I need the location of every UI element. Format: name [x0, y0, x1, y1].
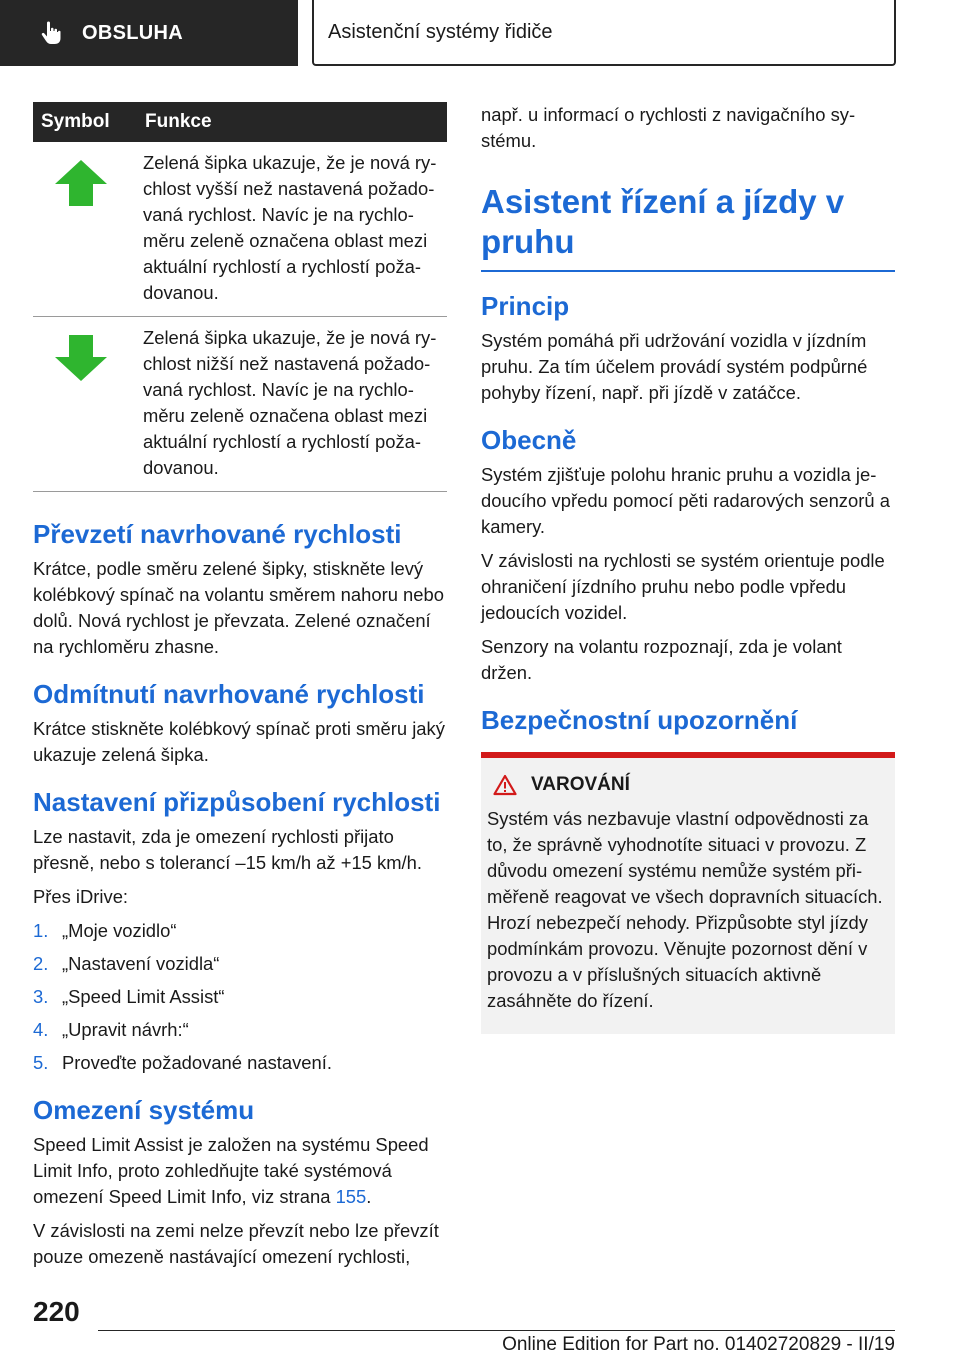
- paragraph-omezeni: [33, 1132, 447, 1210]
- warning-triangle-icon: [493, 774, 517, 796]
- list-item: [33, 918, 447, 944]
- right-column: [481, 102, 895, 1034]
- hand-pointer-icon: [40, 21, 62, 45]
- list-item: [33, 984, 447, 1010]
- function-cell: Zelená šipka ukazuje, že je nová rychlost nižší než nastavená požadovaná rychlost. Navíc je na rychloměru zeleně označena oblast mezi aktuální rychlostí a rychlostí požadovanou.: [143, 317, 447, 492]
- heading-princip: Princip: [481, 291, 570, 321]
- paragraph-obecne-2: V závislosti na rychlosti se systém orientuje podle ohraničení jízdního pruhu nebo podle vpředu jedoucích vozidel.: [481, 550, 885, 623]
- omezeni-text: Speed Limit Assist je založen na systému Speed Limit Info, proto zohledňujte také systémová omezení Speed Limit Info, viz strana: [33, 1134, 429, 1207]
- paragraph-princip: Systém pomáhá při udržování vozidla v jízdním pruhu. Za tím účelem provádí systém podpůrné pohyby řízení, např. při jízdě v zatáčce.: [481, 330, 868, 403]
- chapter-title: Asistenční systémy řidiče: [328, 20, 553, 43]
- step-number: 2.: [33, 953, 49, 974]
- page-number: 220: [33, 1296, 80, 1327]
- paragraph-obecne-1: Systém zjišťuje polohu hranic pruhu a vozidla jedoucího vpředu pomocí pěti radarových senzorů a kamery.: [481, 464, 890, 537]
- list-item: [33, 951, 447, 977]
- heading-bezpecnost: Bezpečnostní upozornění: [481, 705, 798, 735]
- green-arrow-up-icon: [53, 158, 109, 208]
- list-item: [33, 1050, 447, 1076]
- paragraph-nastaveni: Lze nastavit, zda je omezení rychlosti přijato přesně, nebo s tolerancí –15 km/h až +15 km/h.: [33, 826, 422, 873]
- chapter-title-box: [312, 0, 896, 66]
- symbol-table: [33, 102, 447, 492]
- warning-text: Systém vás nezbavuje vlastní odpovědnosti za to, že správně vyhodnotíte situaci v provozu. Z důvodu omezení systému nemůže systém přiměřeně reagovat ve všech dopravních situacích. Hrozí nebezpečí nehody. Přizpůsobte styl jízdy podmínkám provozu. Věnujte pozornost dění v provozu a v příslušných situacích aktivně zasáhněte do řízení.: [487, 808, 883, 1011]
- paragraph-prevzeti: Krátce, podle směru zelené šipky, stiskněte levý kolébkový spínač na volantu směrem nahoru nebo dolů. Nová rychlost je převzata. Zelené označení na rychloměru zhasne.: [33, 558, 444, 657]
- symbol-cell: [33, 317, 143, 492]
- page-link-155[interactable]: 155: [335, 1186, 367, 1207]
- step-number: 1.: [33, 920, 49, 941]
- heading-odmitnuti: Odmítnutí navrhované rychlosti: [33, 679, 425, 709]
- paragraph-zavislosti: V závislosti na zemi nelze převzít nebo lze převzít pouze omezeně nastávající omezení rychlosti,: [33, 1220, 439, 1267]
- symbol-cell: [33, 142, 143, 317]
- step-text: Proveďte požadované nastavení.: [62, 1052, 332, 1073]
- heading-prevzeti: Převzetí navrhované rychlosti: [33, 519, 402, 549]
- page-header: [0, 0, 960, 66]
- step-text: „Speed Limit Assist“: [62, 986, 225, 1007]
- warning-header: [487, 774, 889, 796]
- table-header-symbol: Symbol: [33, 102, 143, 142]
- omezeni-text-end: .: [366, 1186, 372, 1207]
- green-arrow-down-icon: [53, 333, 109, 383]
- left-column: [33, 102, 447, 1278]
- step-number: 5.: [33, 1052, 49, 1073]
- heading-nastaveni: Nastavení přizpůsobení rychlosti: [33, 787, 441, 817]
- footer-edition: Online Edition for Part no. 01402720829 - II/19: [502, 1334, 895, 1355]
- warning-box: [481, 752, 895, 1034]
- paragraph-continued: např. u informací o rychlosti z navigačního systému.: [481, 104, 856, 151]
- heading-asistent: Asistent řízení a jízdy v pruhu: [481, 182, 895, 272]
- heading-omezeni: Omezení systému: [33, 1095, 255, 1125]
- paragraph-odmitnuti: Krátce stiskněte kolébkový spínač proti směru jaký ukazuje zelená šipka.: [33, 718, 445, 765]
- step-number: 3.: [33, 986, 49, 1007]
- list-item: [33, 1017, 447, 1043]
- heading-obecne: Obecně: [481, 425, 577, 455]
- footer-divider: [98, 1330, 895, 1331]
- steps-list: [33, 918, 447, 1076]
- paragraph-obecne-3: Senzory na volantu rozpoznají, zda je volant držen.: [481, 636, 842, 683]
- step-text: „Upravit návrh:“: [62, 1019, 189, 1040]
- step-text: „Moje vozidlo“: [62, 920, 177, 941]
- paragraph-idrive: Přes iDrive:: [33, 886, 129, 907]
- table-row: [33, 317, 447, 492]
- warning-title: VAROVÁNÍ: [531, 774, 630, 795]
- step-number: 4.: [33, 1019, 49, 1040]
- table-header-function: Funkce: [143, 102, 447, 142]
- table-row: [33, 142, 447, 317]
- function-cell: Zelená šipka ukazuje, že je nová rychlost vyšší než nastavená požadovaná rychlost. Navíc je na rychloměru zeleně označena oblast mezi aktuální rychlostí a rychlostí požadovanou.: [143, 142, 447, 317]
- section-tab: [0, 0, 298, 66]
- section-label: OBSLUHA: [82, 21, 183, 44]
- step-text: „Nastavení vozidla“: [62, 953, 220, 974]
